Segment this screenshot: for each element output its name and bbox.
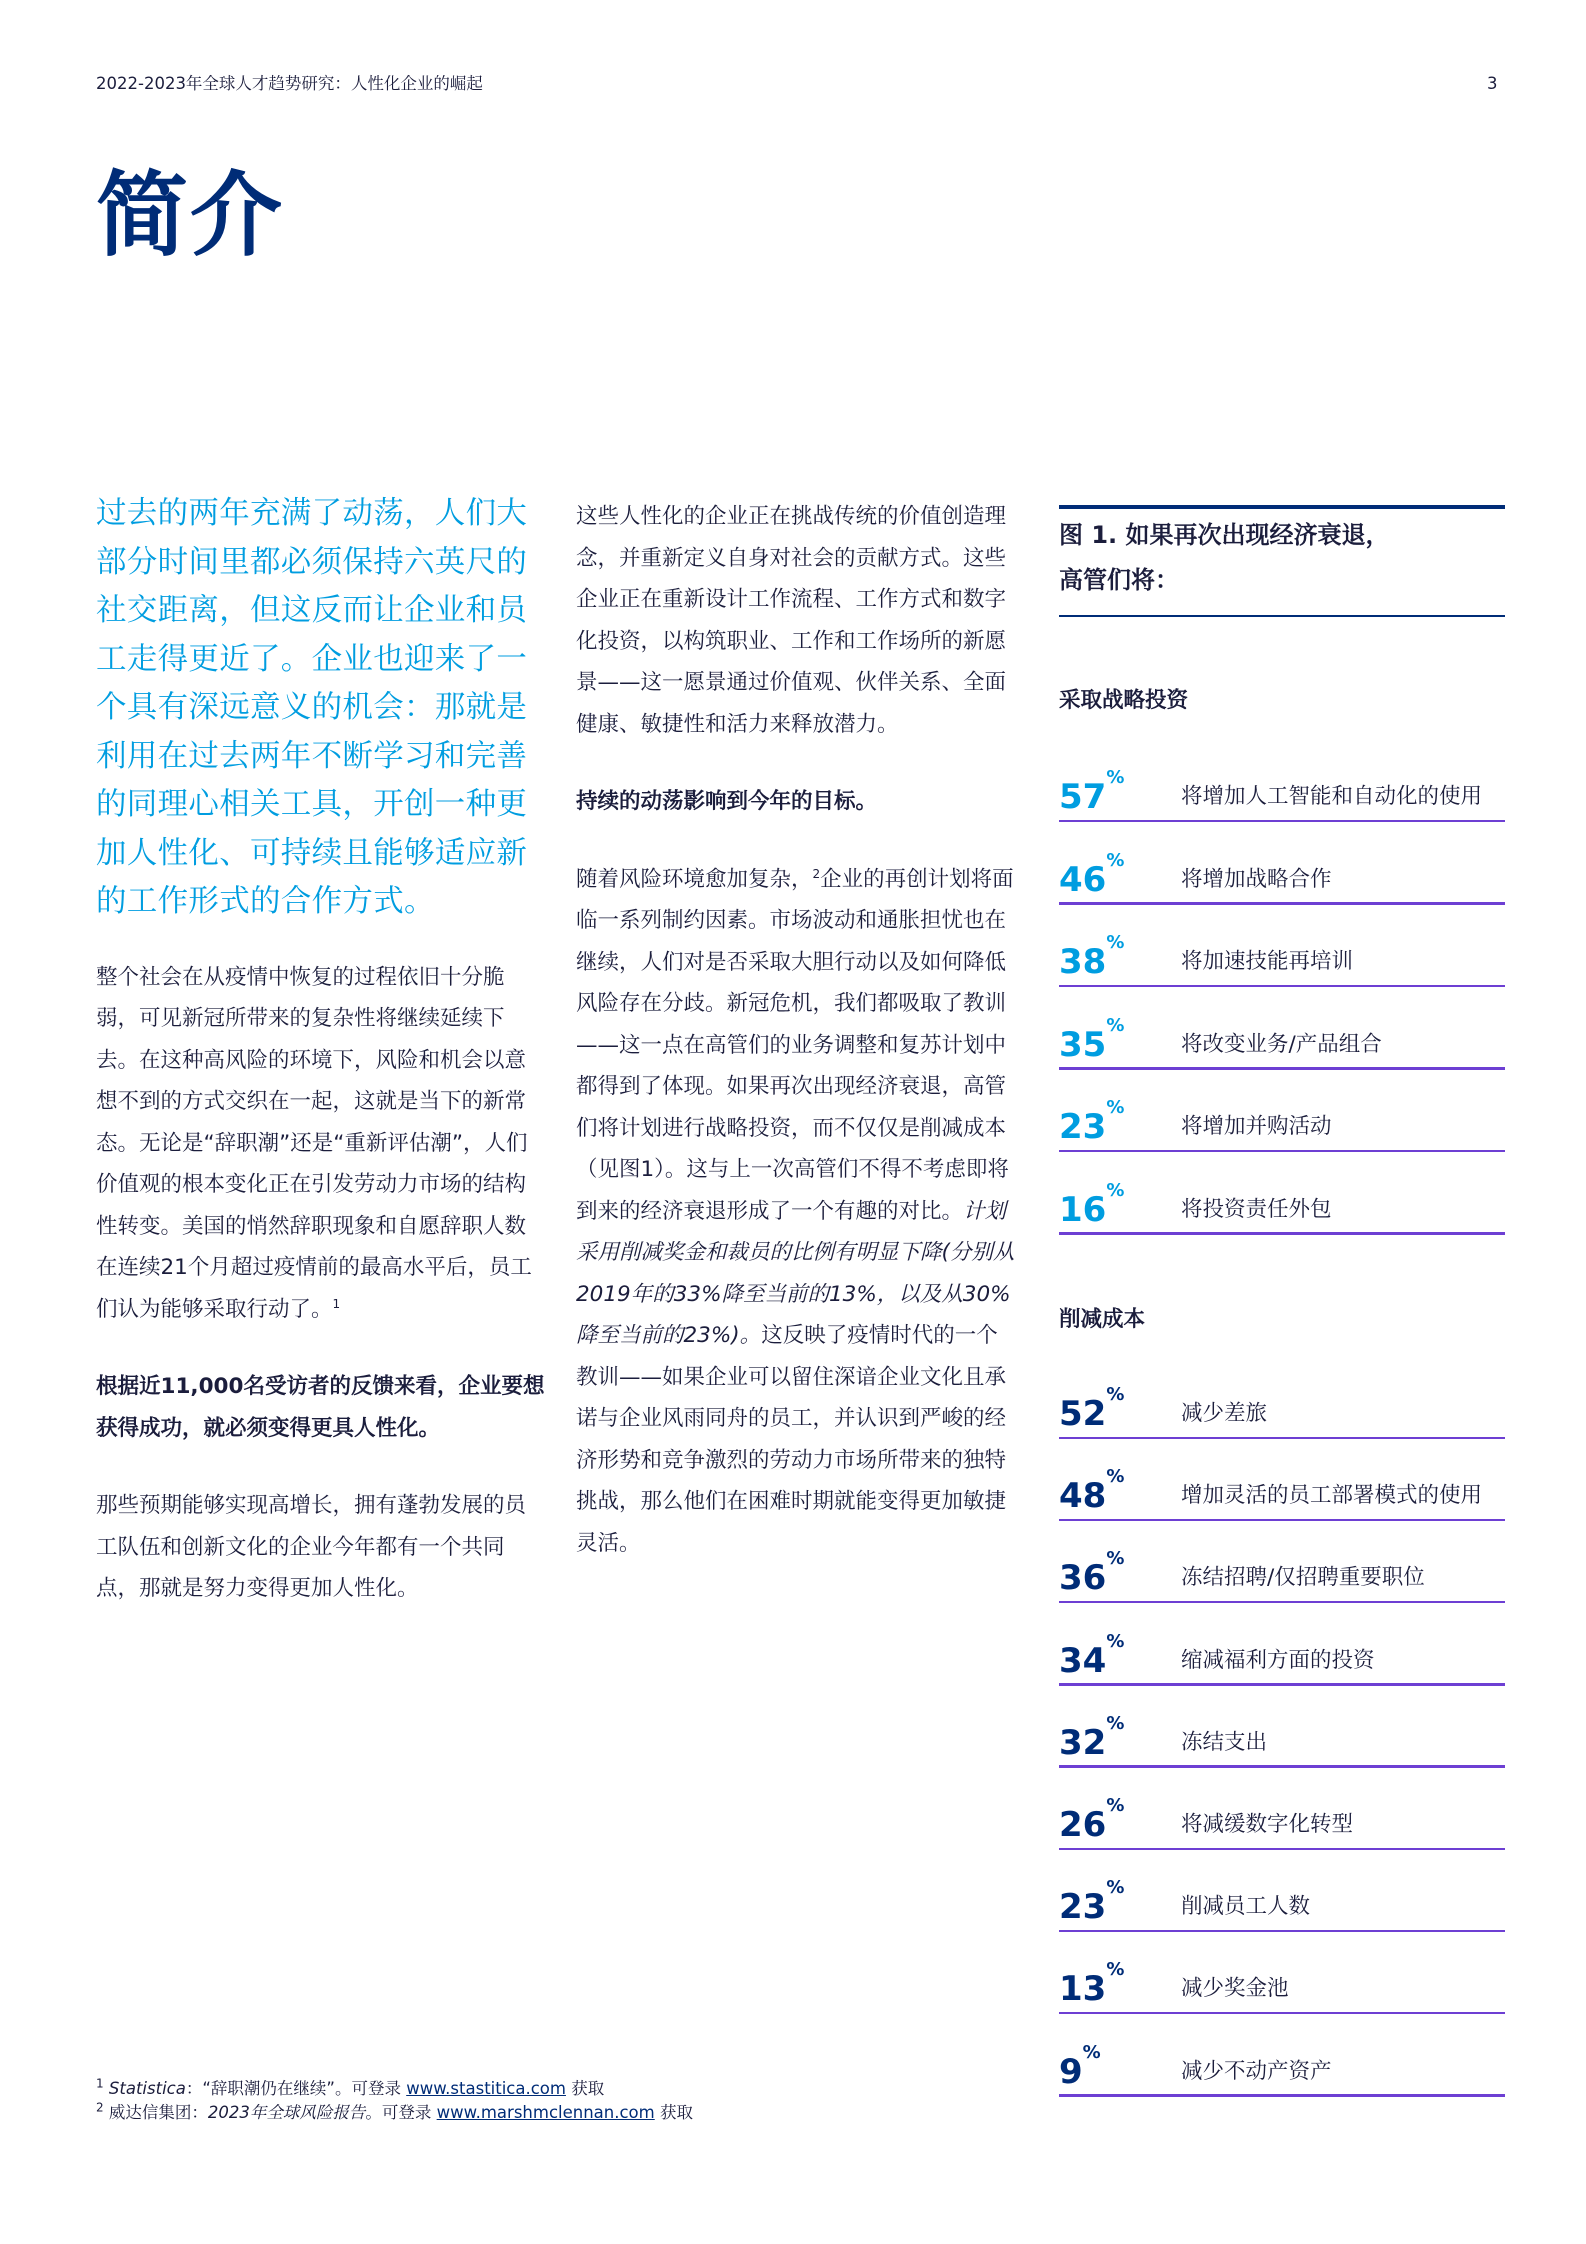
cut-percent (1059, 1795, 1125, 1845)
invest-label: 将增加人工智能和自动化的使用 (1181, 784, 1483, 809)
cut-divider (1059, 2094, 1505, 2097)
footnote-1-text: “辞职潮仍在继续”。可登录 (202, 2079, 401, 2098)
cut-percent-sign: % (1106, 1959, 1125, 1981)
invest-divider (1059, 1232, 1505, 1235)
footnote-2 (96, 2101, 693, 2125)
cut-percent-sign: % (1106, 1877, 1125, 1899)
invest-row (1059, 740, 1505, 822)
middle-paragraph-2-c: 这反映了疫情时代的一个教训——如果企业可以留住深谙企业文化且承诺与企业风雨同舟的员工，并认识到严峻的经济形势和竞争激烈的劳动力市场所带来的独特挑战，那么他们在困难时期就能变得更加敏捷灵活。 (576, 1323, 1007, 1556)
invest-percent (1059, 1179, 1125, 1230)
page-title: 简介 (96, 162, 285, 269)
cut-percent-sign: % (1106, 1712, 1125, 1734)
cut-row (1059, 1357, 1505, 1439)
cut-percent-value: 36 (1059, 1558, 1107, 1599)
invest-percent-sign: % (1106, 1014, 1125, 1036)
cut-percent-value: 9 (1059, 2051, 1083, 2092)
cut-label: 缩减福利方面的投资 (1181, 1647, 1375, 1673)
invest-percent-value: 57 (1059, 777, 1107, 817)
invest-row (1059, 1070, 1505, 1152)
emphasis-paragraph: 根据近11,000名受访者的反馈来看，企业要想获得成功，就必须变得更具人性化。 (96, 1374, 545, 1441)
cut-label: 减少奖金池 (1181, 1976, 1289, 2002)
cut-percent-sign: % (1106, 1630, 1125, 1652)
invest-label: 将增加并购活动 (1181, 1114, 1332, 1139)
middle-paragraph-2-a: 随着风险环境愈加复杂， (576, 866, 813, 892)
footnote-2-mid: 。可登录 (365, 2103, 432, 2122)
cut-percent (1059, 1877, 1125, 1928)
footnote-ref-2[interactable]: 2 (812, 866, 821, 881)
invest-percent-value: 23 (1059, 1107, 1107, 1147)
cut-percent-value: 32 (1059, 1722, 1107, 1763)
cut-row (1059, 1850, 1505, 1932)
footnote-2-text: 威达信集团： (108, 2103, 208, 2122)
invest-percent (1059, 932, 1125, 982)
cut-percent (1059, 1466, 1125, 1517)
cut-percent-sign: % (1106, 1795, 1125, 1816)
invest-percent-value: 35 (1059, 1024, 1107, 1065)
cut-percent (1059, 1712, 1125, 1763)
invest-percent-sign: % (1106, 1179, 1125, 1201)
footnote-1 (96, 2077, 693, 2101)
page-number: 3 (1487, 74, 1498, 93)
footnote-1-colon: ： (185, 2079, 203, 2098)
cut-percent-value: 13 (1059, 1969, 1107, 2010)
invest-percent-sign: % (1106, 849, 1125, 871)
cut-percent-value: 34 (1059, 1640, 1107, 1681)
cut-row (1059, 1932, 1505, 2014)
footnote-2-link[interactable]: www.marshmclennan.com (436, 2103, 655, 2122)
cut-row (1059, 1686, 1505, 1768)
invest-label: 将改变业务/产品组合 (1181, 1031, 1382, 1057)
cut-percent (1059, 2041, 1101, 2092)
figure-title (1059, 513, 1505, 603)
cut-percent (1059, 1384, 1125, 1434)
cut-row (1059, 1768, 1505, 1850)
middle-paragraph-2 (576, 859, 1016, 1565)
footnote-2-marker: 2 (96, 2100, 104, 2115)
cut-label: 减少不动产资产 (1181, 2058, 1332, 2084)
cut-row (1059, 1521, 1505, 1603)
figure-top-rule (1059, 505, 1505, 509)
footnote-2-report: 2023年全球风险报告 (207, 2103, 366, 2122)
middle-paragraph-2-b: 企业的再创计划将面临一系列制约因素。市场波动和通胀担忧也在继续，人们对是否采取大胆行动以及如何降低风险存在分歧。新冠危机，我们都吸取了教训——这一点在高管们的业务调整和复苏计划中都得到了体现。如果再次出现经济衰退，高管们将计划进行战略投资，而不仅仅是削减成本（见图1）。这与上一次高管们不得不考虑即将到来的经济衰退形成了一个有趣的对比。 (576, 866, 1014, 1224)
cut-percent-sign: % (1082, 2041, 1101, 2063)
cut-percent-value: 48 (1059, 1476, 1107, 1517)
section-heading: 持续的动荡影响到今年的目标。 (576, 789, 878, 814)
cut-percent (1059, 1548, 1125, 1599)
invest-percent (1059, 1014, 1125, 1065)
invest-percent-sign: % (1106, 932, 1125, 953)
cut-percent-sign: % (1106, 1548, 1125, 1570)
invest-percent-value: 38 (1059, 942, 1107, 982)
cut-label: 将减缓数字化转型 (1181, 1812, 1354, 1837)
cut-percent-value: 26 (1059, 1805, 1107, 1845)
invest-row (1059, 823, 1505, 905)
cut-percent-sign: % (1106, 1466, 1125, 1488)
body-paragraph-2: 那些预期能够实现高增长，拥有蓬勃发展的员工队伍和创新文化的企业今年都有一个共同点，那就是努力变得更加人性化。 (96, 1493, 527, 1601)
invest-percent-value: 16 (1059, 1189, 1107, 1230)
cut-label: 冻结招聘/仅招聘重要职位 (1181, 1565, 1425, 1591)
running-header: 2022-2023年全球人才趋势研究：人性化企业的崛起 (96, 74, 483, 93)
invest-row (1059, 1153, 1505, 1235)
left-column (96, 490, 546, 1646)
invest-percent-sign: % (1106, 1097, 1125, 1118)
invest-label: 将投资责任外包 (1181, 1196, 1332, 1222)
cut-label: 增加灵活的员工部署模式的使用 (1181, 1483, 1483, 1509)
footnotes (96, 2077, 693, 2125)
middle-column (576, 496, 1016, 1600)
cut-percent-value: 52 (1059, 1394, 1107, 1434)
figure-title-line-2: 高管们将： (1059, 566, 1179, 594)
cut-percent-value: 23 (1059, 1887, 1107, 1928)
cut-row (1059, 1604, 1505, 1686)
body-paragraph-1 (96, 957, 546, 1331)
footnote-2-tail: 获取 (659, 2103, 693, 2122)
figure-title-line-1: 图 1. 如果再次出现经济衰退， (1059, 521, 1390, 549)
cut-percent-sign: % (1106, 1384, 1125, 1405)
middle-paragraph-1: 这些人性化的企业正在挑战传统的价值创造理念，并重新定义自身对社会的贡献方式。这些企业正在重新设计工作流程、工作方式和数字化投资，以构筑职业、工作和工作场所的新愿景——这一愿景通过价值观、伙伴关系、全面健康、敏捷性和活力来释放潜力。 (576, 504, 1007, 737)
group-label-invest: 采取战略投资 (1059, 688, 1189, 713)
figure-title-rule (1059, 615, 1505, 617)
cut-label: 减少差旅 (1181, 1401, 1268, 1426)
cut-row (1059, 2015, 1505, 2097)
invest-row (1059, 988, 1505, 1070)
invest-row (1059, 905, 1505, 987)
cut-label: 削减员工人数 (1181, 1894, 1311, 1920)
cut-percent (1059, 1630, 1125, 1681)
footnote-ref-1[interactable]: 1 (332, 1296, 341, 1311)
middle-paragraph-2-italic: 计划采用削减奖金和裁员的比例有明显下降(分别从2019年的33%降至当前的13%，以及从30%降至当前的23%)。 (576, 1198, 1015, 1348)
group-label-cut: 削减成本 (1059, 1307, 1146, 1332)
invest-percent (1059, 1097, 1125, 1147)
lead-paragraph: 过去的两年充满了动荡，人们大部分时间里都必须保持六英尺的社交距离，但这反而让企业和员工走得更近了。企业也迎来了一个具有深远意义的机会：那就是利用在过去两年不断学习和完善的同理心相关工具，开创一种更加人性化、可持续且能够适应新的工作形式的合作方式。 (96, 496, 528, 919)
invest-percent-value: 46 (1059, 859, 1107, 900)
footnote-1-link[interactable]: www.stastitica.com (406, 2079, 566, 2098)
invest-percent (1059, 849, 1125, 900)
footnote-1-tail: 获取 (571, 2079, 605, 2098)
body-paragraph-1-text: 整个社会在从疫情中恢复的过程依旧十分脆弱，可见新冠所带来的复杂性将继续延续下去。在这种高风险的环境下，风险和机会以意想不到的方式交织在一起，这就是当下的新常态。无论是“辞职潮”还是“重新评估潮”，人们价值观的根本变化正在引发劳动力市场的结构性转变。美国的悄然辞职现象和自愿辞职人数在连续21个月超过疫情前的最高水平后，员工们认为能够采取行动了。 (96, 964, 532, 1322)
invest-percent (1059, 767, 1125, 817)
invest-label: 将加速技能再培训 (1181, 949, 1354, 974)
footnote-1-source: Statistica (108, 2079, 186, 2098)
cut-row (1059, 1439, 1505, 1521)
cut-percent (1059, 1959, 1125, 2010)
invest-percent-sign: % (1106, 767, 1125, 788)
cut-label: 冻结支出 (1181, 1729, 1268, 1755)
invest-label: 将增加战略合作 (1181, 866, 1332, 892)
footnote-1-marker: 1 (96, 2076, 104, 2091)
